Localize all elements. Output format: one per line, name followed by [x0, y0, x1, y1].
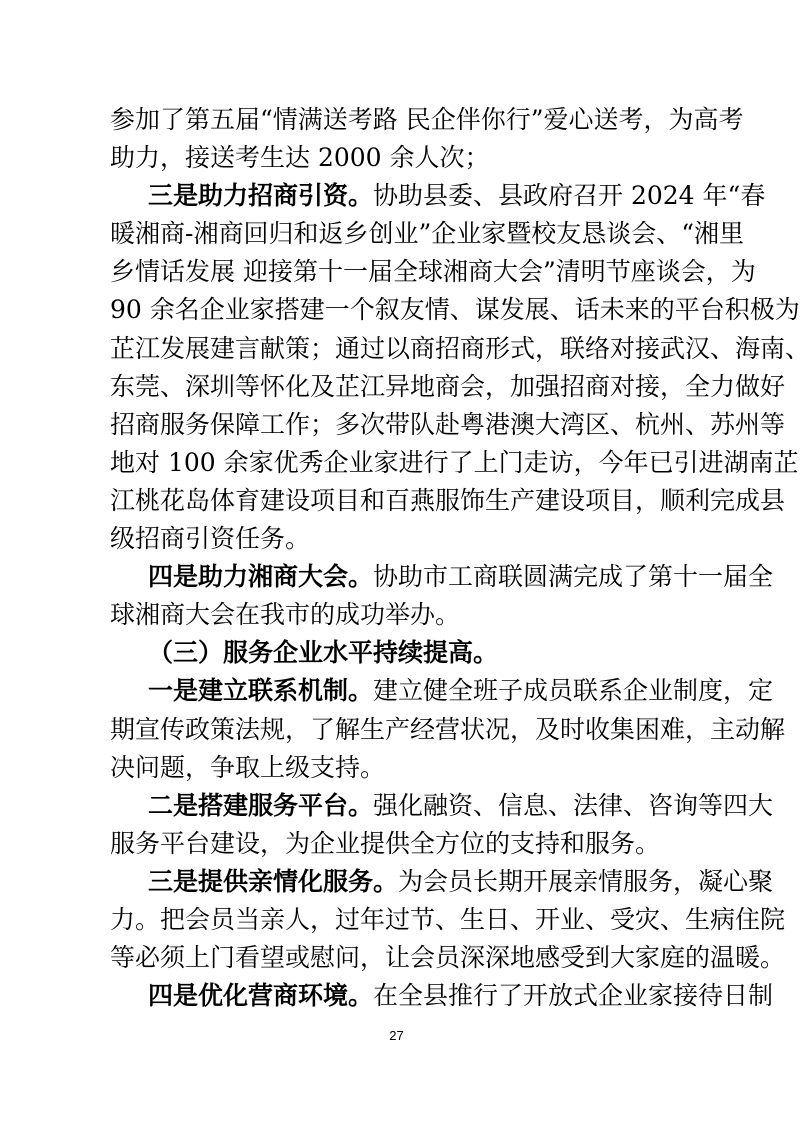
- paragraph-lead: 三是提供亲情化服务。: [148, 866, 399, 896]
- paragraph-line: [110, 824, 680, 864]
- text-span: 在全县推行了开放式企业家接待日制: [373, 981, 774, 1011]
- text-span: 乡情话发展 迎接第十一届全球湘商大会”清明节座谈会，为: [110, 257, 756, 287]
- paragraph-line: [110, 748, 680, 788]
- text-span: 期宣传政策法规，了解生产经营状况，及时收集困难，主动解: [110, 714, 786, 744]
- text-span: 参加了第五届“情满送考路 民企伴你行”爱心送考，为高考: [110, 105, 744, 134]
- paragraph-line: [148, 786, 774, 826]
- paragraph-line: [110, 138, 680, 178]
- text-span: 地对 100 余家优秀企业家进行了上门走访，今年已引进湖南芷: [110, 447, 799, 477]
- paragraph-line: [110, 710, 786, 750]
- paragraph-line: [110, 252, 756, 292]
- paragraph-lead: 一是建立联系机制。: [148, 676, 374, 706]
- paragraph-line: [110, 100, 744, 140]
- text-span: 强化融资、信息、法律、咨询等四大: [373, 790, 774, 820]
- paragraph-lead: 三是助力招商引资。: [148, 181, 374, 211]
- text-span: 力。把会员当亲人，过年过节、生日、开业、受灾、生病住院: [110, 905, 786, 935]
- text-span: 暖湘商-湘商回归和返乡创业”企业家暨校友恳谈会、“湘里: [110, 219, 745, 249]
- paragraph-line: [110, 367, 786, 407]
- text-span: 级招商引资任务。: [110, 524, 311, 554]
- paragraph-line: [110, 214, 745, 254]
- paragraph-line: [148, 976, 774, 1016]
- paragraph-lead: 四是助力湘商大会。: [148, 562, 374, 592]
- paragraph-line: [110, 443, 799, 483]
- paragraph-line: [110, 405, 786, 445]
- text-span: 球湘商大会在我市的成功举办。: [110, 600, 461, 630]
- text-span: 助力，接送考生达 2000 余人次；: [110, 143, 490, 173]
- text-span: 江桃花岛体育建设项目和百燕服饰生产建设项目，顺利完成县: [110, 485, 786, 515]
- text-span: 服务平台建设，为企业提供全方位的支持和服务。: [110, 828, 661, 858]
- page-number: 27: [389, 1028, 404, 1044]
- text-span: 90 余名企业家搭建一个叙友情、谋发展、话未来的平台积极为: [110, 295, 800, 325]
- paragraph-line: [110, 481, 786, 521]
- paragraph-line: [110, 900, 786, 940]
- text-span: 芷江发展建言献策；通过以商招商形式，联络对接武汉、海南、: [110, 333, 810, 363]
- section-heading: （三）服务企业水平持续提高。: [148, 638, 499, 668]
- text-span: 建立健全班子成员联系企业制度，定: [373, 676, 774, 706]
- text-span: 决问题，争取上级支持。: [110, 752, 386, 782]
- paragraph-lead: 二是搭建服务平台。: [148, 790, 374, 820]
- paragraph-line: [110, 329, 810, 369]
- text-span: 等必须上门看望或慰问，让会员深深地感受到大家庭的温暖。: [110, 943, 786, 973]
- text-span: 协助市工商联圆满完成了第十一届全: [373, 562, 774, 592]
- paragraph-line: [148, 671, 774, 711]
- paragraph-lead: 四是优化营商环境。: [148, 981, 374, 1011]
- text-span: 招商服务保障工作；多次带队赴粤港澳大湾区、杭州、苏州等: [110, 409, 786, 439]
- paragraph-line: [110, 595, 680, 635]
- paragraph-line: [148, 557, 774, 597]
- paragraph-line: [148, 176, 766, 216]
- paragraph-line: [110, 290, 800, 330]
- paragraph-line: [110, 938, 786, 978]
- text-span: 东莞、深圳等怀化及芷江异地商会，加强招商对接，全力做好: [110, 371, 786, 401]
- text-span: 协助县委、县政府召开 2024 年“春: [373, 181, 766, 211]
- text-span: 为会员长期开展亲情服务，凝心聚: [398, 866, 774, 896]
- paragraph-line: [148, 862, 774, 902]
- paragraph-line: [110, 519, 680, 559]
